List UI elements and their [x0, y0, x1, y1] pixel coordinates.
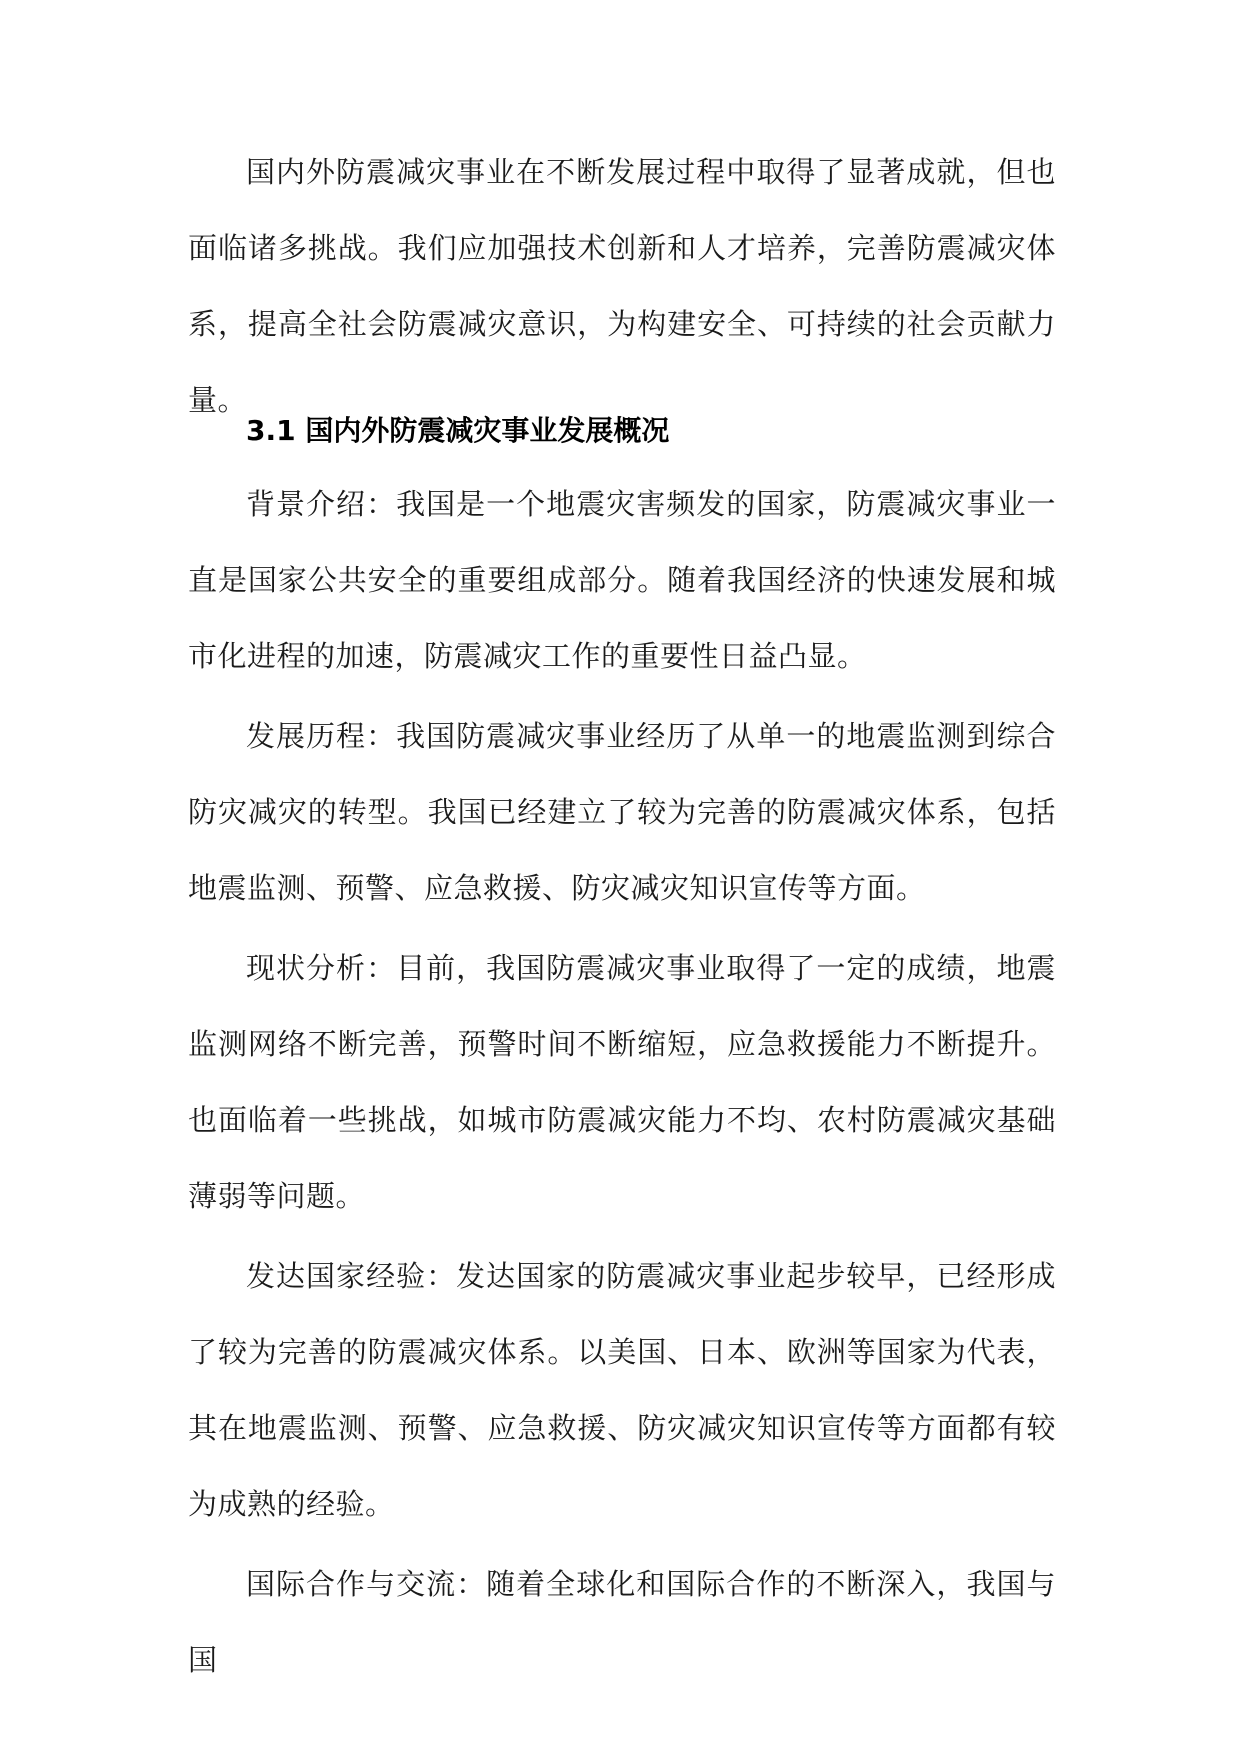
section-heading: 3.1 国内外防震减灾事业发展概况 [246, 414, 670, 447]
paragraph-international-cooperation: 国际合作与交流：随着全球化和国际合作的不断深入，我国与国 [188, 1567, 1056, 1677]
paragraph-history: 发展历程：我国防震减灾事业经历了从单一的地震监测到综合防灾减灾的转型。我国已经建立了较为完善的防震减灾体系，包括地震监测、预警、应急救援、防灾减灾知识宣传等方面。 [188, 719, 1056, 905]
intro-paragraph: 国内外防震减灾事业在不断发展过程中取得了显著成就，但也面临诸多挑战。我们应加强技术创新和人才培养，完善防震减灾体系，提高全社会防震减灾意识，为构建安全、可持续的社会贡献力量。 [188, 155, 1056, 417]
paragraph-developed-countries: 发达国家经验：发达国家的防震减灾事业起步较早，已经形成了较为完善的防震减灾体系。以美国、日本、欧洲等国家为代表，其在地震监测、预警、应急救援、防灾减灾知识宣传等方面都有较为成熟的经验。 [188, 1259, 1056, 1521]
paragraph-status: 现状分析：目前，我国防震减灾事业取得了一定的成绩，地震监测网络不断完善，预警时间不断缩短，应急救援能力不断提升。也面临着一些挑战，如城市防震减灾能力不均、农村防震减灾基础薄弱等问题。 [188, 951, 1056, 1213]
paragraph-background: 背景介绍：我国是一个地震灾害频发的国家，防震减灾事业一直是国家公共安全的重要组成部分。随着我国经济的快速发展和城市化进程的加速，防震减灾工作的重要性日益凸显。 [188, 487, 1056, 673]
